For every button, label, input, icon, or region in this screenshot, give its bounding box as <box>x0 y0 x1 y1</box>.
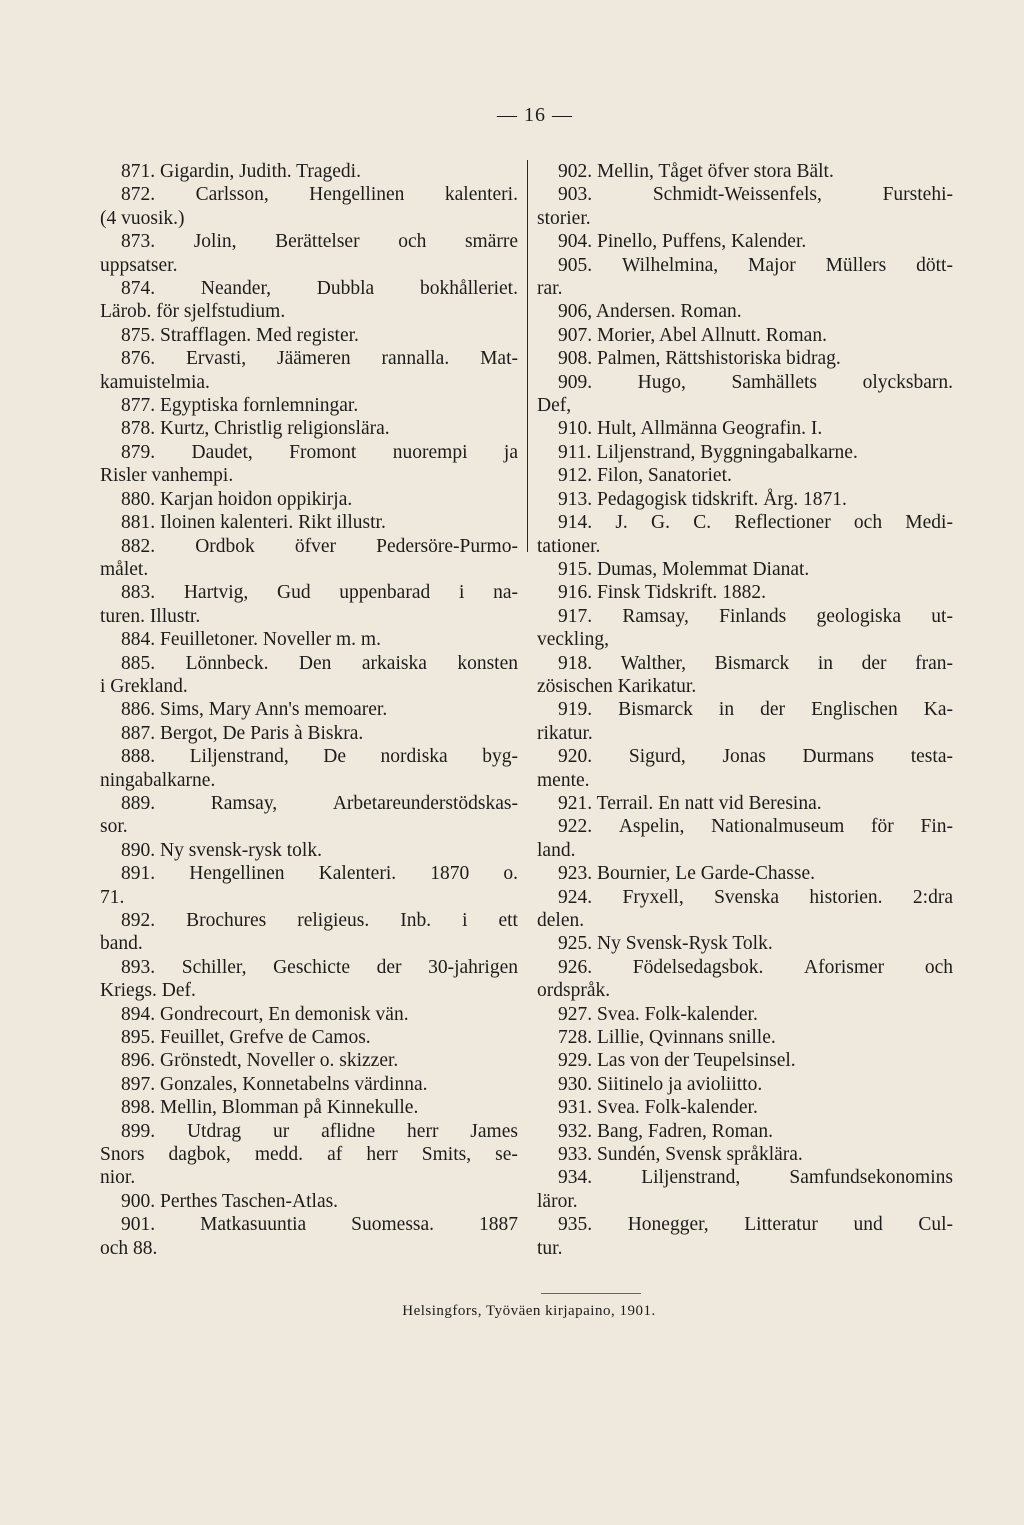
catalogue-line: målet. <box>100 558 149 580</box>
catalogue-line: 880. Karjan hoidon oppikirja. <box>121 488 353 510</box>
catalogue-line: 890. Ny svensk-rysk tolk. <box>121 839 322 861</box>
catalogue-line: 919. Bismarck in der Englischen Ka- <box>558 699 953 721</box>
imprint: Helsingfors, Työväen kirjapaino, 1901. <box>402 1303 656 1319</box>
catalogue-line: 917. Ramsay, Finlands geologiska ut- <box>558 605 953 627</box>
catalogue-line: land. <box>537 839 576 861</box>
catalogue-line: 879. Daudet, Fromont nuorempi ja <box>121 441 518 463</box>
catalogue-line: storier. <box>537 207 591 229</box>
catalogue-line: 895. Feuillet, Grefve de Camos. <box>121 1027 371 1049</box>
catalogue-line: 925. Ny Svensk-Rysk Tolk. <box>558 933 773 955</box>
catalogue-line: 887. Bergot, De Paris à Biskra. <box>121 722 364 744</box>
catalogue-line: 71. <box>100 886 125 908</box>
catalogue-line: 920. Sigurd, Jonas Durmans testa- <box>558 746 953 768</box>
catalogue-line: 889. Ramsay, Arbetareunderstödskas- <box>121 792 518 814</box>
catalogue-line: band. <box>100 933 143 955</box>
catalogue-line: Lärob. för sjelfstudium. <box>100 301 286 323</box>
catalogue-line: 898. Mellin, Blomman på Kinnekulle. <box>121 1097 419 1119</box>
catalogue-line: 923. Bournier, Le Garde-Chasse. <box>558 863 815 885</box>
catalogue-line: 905. Wilhelmina, Major Müllers dött- <box>558 254 953 276</box>
catalogue-line: 891. Hengellinen Kalenteri. 1870 o. <box>121 863 518 885</box>
catalogue-line: 896. Grönstedt, Noveller o. skizzer. <box>121 1050 399 1072</box>
page-number: — 16 — <box>497 104 573 126</box>
catalogue-line: 888. Liljenstrand, De nordiska byg- <box>121 746 518 768</box>
catalogue-line: 929. Las von der Teupelsinsel. <box>558 1050 796 1072</box>
catalogue-line: 892. Brochures religieus. Inb. i ett <box>121 910 518 931</box>
catalogue-line: veckling, <box>537 629 610 651</box>
catalogue-line: 876. Ervasti, Jäämeren rannalla. Mat- <box>121 348 518 370</box>
catalogue-line: 894. Gondrecourt, En demonisk vän. <box>121 1003 409 1025</box>
catalogue-line: 910. Hult, Allmänna Geografin. I. <box>558 418 823 440</box>
catalogue-line: 933. Sundén, Svensk språklära. <box>558 1144 803 1166</box>
catalogue-line: sor. <box>100 816 128 838</box>
catalogue-line: rar. <box>537 278 563 300</box>
catalogue-line: 913. Pedagogisk tidskrift. Årg. 1871. <box>558 488 847 510</box>
catalogue-line: 924. Fryxell, Svenska historien. 2:dra <box>558 886 953 908</box>
catalogue-line: 882. Ordbok öfver Pedersöre-Purmo- <box>121 535 518 557</box>
catalogue-line: tur. <box>537 1237 563 1259</box>
catalogue-line: Def, <box>537 395 572 417</box>
catalogue-line: 906, Andersen. Roman. <box>558 301 742 323</box>
catalogue-line: Risler vanhempi. <box>100 465 234 487</box>
catalogue-line: 930. Siitinelo ja avioliitto. <box>558 1073 763 1095</box>
catalogue-line: nior. <box>100 1167 136 1189</box>
catalogue-line: läror. <box>537 1190 578 1212</box>
catalogue-line: 914. J. G. C. Reflectioner och Medi- <box>558 512 953 534</box>
catalogue-line: 922. Aspelin, Nationalmuseum för Fin- <box>558 816 953 838</box>
catalogue-line: 926. Födelsedagsbok. Aforismer och <box>558 956 953 978</box>
catalogue-line: och 88. <box>100 1237 158 1259</box>
right-column <box>537 160 953 1260</box>
catalogue-line: ningabalkarne. <box>100 769 216 791</box>
catalogue-line: 918. Walther, Bismarck in der fran- <box>558 652 953 674</box>
catalogue-line: 903. Schmidt-Weissenfels, Furstehi- <box>558 184 953 206</box>
catalogue-line: 908. Palmen, Rättshistoriska bidrag. <box>558 348 841 370</box>
imprint-rule <box>541 1293 641 1294</box>
catalogue-line: rikatur. <box>537 722 593 744</box>
catalogue-line: 899. Utdrag ur aflidne herr James <box>121 1120 518 1142</box>
catalogue-line: Snors dagbok, medd. af herr Smits, se- <box>100 1144 518 1166</box>
catalogue-line: 873. Jolin, Berättelser och smärre <box>121 231 518 253</box>
catalogue-line: 927. Svea. Folk-kalender. <box>558 1003 758 1025</box>
catalogue-line: 911. Liljenstrand, Byggningabalkarne. <box>558 441 858 463</box>
catalogue-line: 934. Liljenstrand, Samfundsekonomins <box>558 1167 953 1189</box>
catalogue-line: mente. <box>537 769 590 791</box>
catalogue-line: 878. Kurtz, Christlig religionslära. <box>121 418 390 440</box>
catalogue-line: 884. Feuilletoner. Noveller m. m. <box>121 629 381 651</box>
catalogue-line: ordspråk. <box>537 980 611 1002</box>
catalogue-line: 904. Pinello, Puffens, Kalender. <box>558 231 807 253</box>
catalogue-line: 871. Gigardin, Judith. Tragedi. <box>121 161 361 182</box>
catalogue-line: (4 vuosik.) <box>100 207 185 229</box>
catalogue-line: 900. Perthes Taschen-Atlas. <box>121 1190 339 1212</box>
column-rule <box>527 160 528 552</box>
catalogue-line: tationer. <box>537 535 601 557</box>
catalogue-line: 875. Strafflagen. Med register. <box>121 324 359 346</box>
catalogue-line: zösischen Karikatur. <box>537 675 697 697</box>
left-column <box>100 160 518 1260</box>
catalogue-line: kamuistelmia. <box>100 371 210 393</box>
catalogue-line: Kriegs. Def. <box>100 980 196 1002</box>
catalogue-line: 877. Egyptiska fornlemningar. <box>121 395 359 417</box>
catalogue-line: 916. Finsk Tidskrift. 1882. <box>558 582 767 604</box>
catalogue-line: 932. Bang, Fadren, Roman. <box>558 1120 774 1142</box>
catalogue-line: 921. Terrail. En natt vid Beresina. <box>558 792 822 814</box>
catalogue-line: i Grekland. <box>100 675 188 697</box>
catalogue-line: 883. Hartvig, Gud uppenbarad i na- <box>121 582 518 604</box>
catalogue-line: turen. Illustr. <box>100 605 201 627</box>
catalogue-line: 893. Schiller, Geschicte der 30-jahrigen <box>121 956 518 978</box>
catalogue-line: delen. <box>537 910 585 931</box>
catalogue-line: 915. Dumas, Molemmat Dianat. <box>558 558 810 580</box>
catalogue-line: 728. Lillie, Qvinnans snille. <box>558 1027 776 1049</box>
catalogue-line: uppsatser. <box>100 254 178 276</box>
catalogue-line: 902. Mellin, Tåget öfver stora Bält. <box>558 161 834 182</box>
catalogue-line: 881. Iloinen kalenteri. Rikt illustr. <box>121 512 386 534</box>
catalogue-line: 901. Matkasuuntia Suomessa. 1887 <box>121 1214 518 1236</box>
catalogue-line: 935. Honegger, Litteratur und Cul- <box>558 1214 953 1236</box>
catalogue-line: 912. Filon, Sanatoriet. <box>558 465 732 487</box>
catalogue-line: 931. Svea. Folk-kalender. <box>558 1097 758 1119</box>
catalogue-line: 872. Carlsson, Hengellinen kalenteri. <box>121 184 518 206</box>
catalogue-line: 909. Hugo, Samhällets olycksbarn. <box>558 371 953 393</box>
catalogue-line: 907. Morier, Abel Allnutt. Roman. <box>558 324 827 346</box>
catalogue-line: 886. Sims, Mary Ann's memoarer. <box>121 699 388 721</box>
catalogue-line: 885. Lönnbeck. Den arkaiska konsten <box>121 652 518 674</box>
catalogue-line: 874. Neander, Dubbla bokhålleriet. <box>121 278 518 300</box>
catalogue-line: 897. Gonzales, Konnetabelns värdinna. <box>121 1073 428 1095</box>
